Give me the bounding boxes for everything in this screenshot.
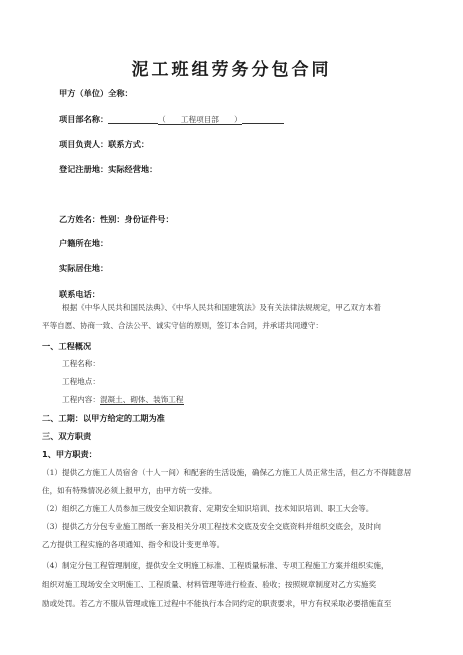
section2-heading: 二、工期：以甲方给定的工期为准 [42,413,165,423]
household-label: 户籍所在地： [59,238,109,248]
duty-3-line-1: （3）提供乙方分包专业施工图纸一套及相关分项工程技术交底及安全交底资料并组织交底会，及时向 [42,522,381,531]
project-content-row [62,394,184,406]
project-dept-value: （ 工程项目部 ） [158,115,242,124]
duty-4-line-1: （4）制定分包工程管理制度，提供安全文明施工标准、工程质量标准、专项工程施工方案并组织实施， [42,561,389,570]
project-dept-label: 项目部名称： [59,114,109,124]
duty-1-line-1: （1）提供乙方施工人员宿舍（十人一间）和配套的生活设施，确保乙方施工人员正常生活，但乙方不得随意居 [42,468,412,477]
party-b-name-label: 乙方姓名：性别：身份证件号： [59,214,174,224]
duty-3-line-2: 乙方提供工程实施的各项通知、指令和设计变更单等。 [42,540,225,549]
party-a-duties-heading: 1、甲方职责： [42,449,97,459]
duty-4-line-3: 励或处罚。若乙方不服从管理或施工过程中不能执行本合同约定的职责要求，甲方有权采取必要措施直至 [42,599,392,608]
section3-heading: 三、双方职责 [42,431,92,441]
preamble-line-1: 根据《中华人民共和国民法典》、《中华人民共和国建筑法》及有关法律法规规定，甲乙双方本着 [62,303,381,312]
project-lead-label: 项目负责人：联系方式： [59,139,150,149]
residence-label: 实际居住地： [59,263,109,273]
project-site-label: 工程地点： [62,377,100,386]
project-dept-blank-left [108,114,158,124]
preamble-line-2: 平等自愿、协商一致、合法公平、诚实守信的原则，签订本合同，并承诺共同遵守： [42,321,323,330]
duty-1-line-2: 住，如有特殊情况必须上报甲方，由甲方统一安排。 [42,486,217,495]
project-content-label: 工程内容： [62,395,100,404]
party-a-name-label: 甲方（单位）全称： [59,88,133,98]
duty-2-line-1: （2）组织乙方施工人员参加三级安全知识教育、定期安全知识培训、技术知识培训、职工大会等。 [42,504,374,513]
project-content-value: 混凝土、砌体、装饰工程 [99,395,184,404]
duty-4-line-2: 组织对施工现场安全文明施工、工程质量、材料管理等进行检查、验收；按照规章制度对乙方实施奖 [42,580,377,589]
project-dept-row [59,113,284,126]
document-title: 泥工班组劳务分包合同 [131,60,332,80]
reg-address-label: 登记注册地：实际经营地： [59,164,158,174]
project-name-label: 工程名称： [62,359,100,368]
section1-heading: 一、工程概况 [42,341,92,351]
phone-label: 联系电话： [59,289,100,299]
project-dept-blank-right [242,114,284,124]
